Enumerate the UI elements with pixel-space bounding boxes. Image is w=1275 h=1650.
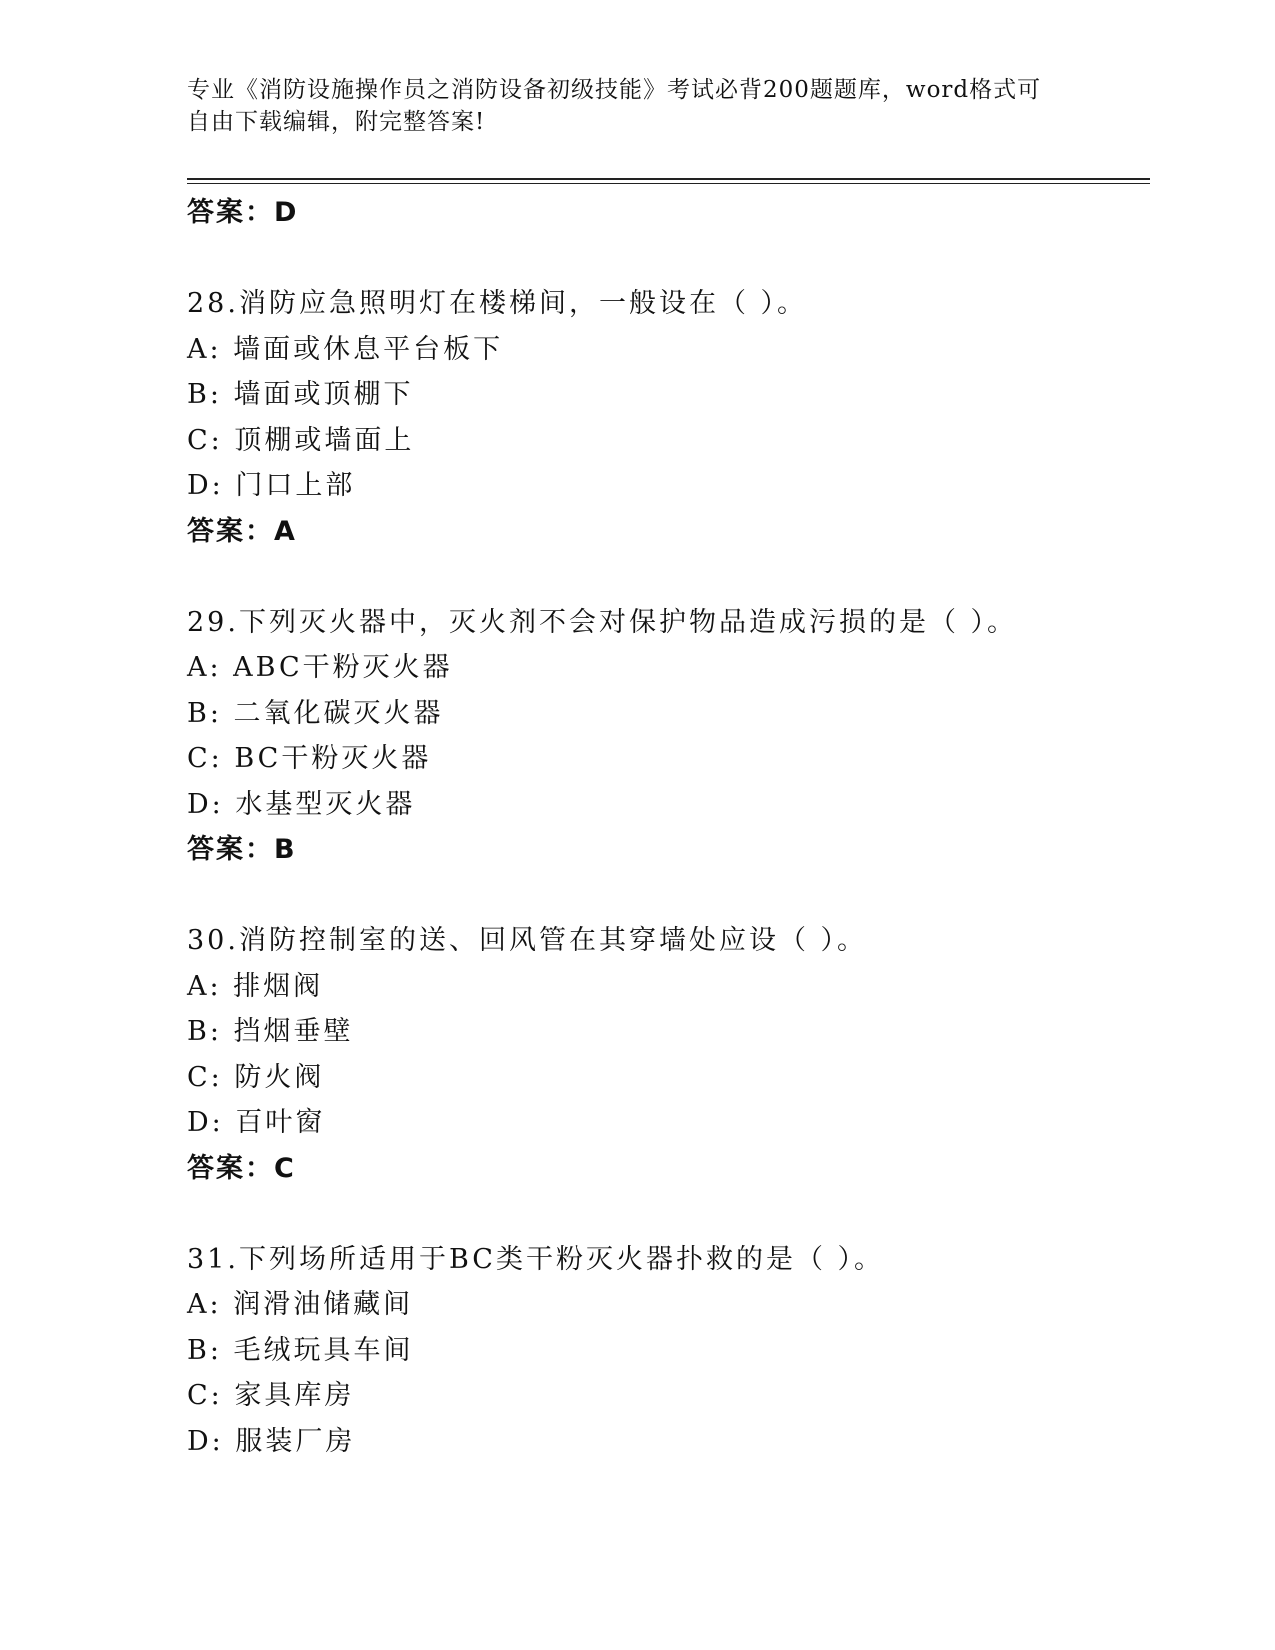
option-d: D: 服装厂房 [187, 1425, 356, 1457]
question-stem: 30.消防控制室的送、回风管在其穿墙处应设（ ）。 [187, 925, 868, 956]
spacer [187, 236, 1147, 282]
option-c: C: BC干粉灭火器 [187, 743, 432, 774]
spacer [187, 554, 1147, 600]
header-divider-thick [187, 178, 1150, 180]
question-stem: 31.下列场所适用于BC类干粉灭火器扑救的是（ ）。 [187, 1243, 885, 1275]
option-c: C: 防火阀 [187, 1061, 325, 1093]
option-c: C: 顶棚或墙面上 [187, 424, 415, 456]
answer-line: 答案：C [187, 1152, 296, 1184]
document-header [187, 74, 1067, 138]
header-divider-thin [187, 183, 1150, 184]
option-b: B: 挡烟垂壁 [187, 1016, 354, 1047]
option-b: B: 二氧化碳灭火器 [187, 697, 444, 729]
header-line-2: 自由下载编辑，附完整答案! [187, 109, 486, 135]
option-d: D: 水基型灭火器 [187, 788, 416, 820]
question-list [187, 190, 1147, 1464]
option-a: A: 墙面或休息平台板下 [187, 333, 504, 365]
question-stem: 29.下列灭火器中，灭火剂不会对保护物品造成污损的是（ ）。 [187, 606, 1018, 638]
header-line-1: 专业《消防设施操作员之消防设备初级技能》考试必背200题题库，word格式可 [187, 77, 1042, 103]
spacer [187, 873, 1147, 919]
option-b: B: 毛绒玩具车间 [187, 1334, 414, 1366]
option-d: D: 百叶窗 [187, 1107, 326, 1138]
option-c: C: 家具库房 [187, 1380, 355, 1411]
spacer [187, 1191, 1147, 1237]
option-b: B: 墙面或顶棚下 [187, 379, 414, 410]
answer-line: 答案：D [187, 197, 299, 228]
option-d: D: 门口上部 [187, 470, 356, 501]
answer-line: 答案：A [187, 515, 297, 547]
option-a: A: 润滑油储藏间 [187, 1289, 414, 1320]
answer-line: 答案：B [187, 834, 297, 865]
option-a: A: ABC干粉灭火器 [187, 652, 453, 683]
option-a: A: 排烟阀 [187, 970, 324, 1002]
question-stem: 28.消防应急照明灯在楼梯间，一般设在（ ）。 [187, 288, 808, 319]
